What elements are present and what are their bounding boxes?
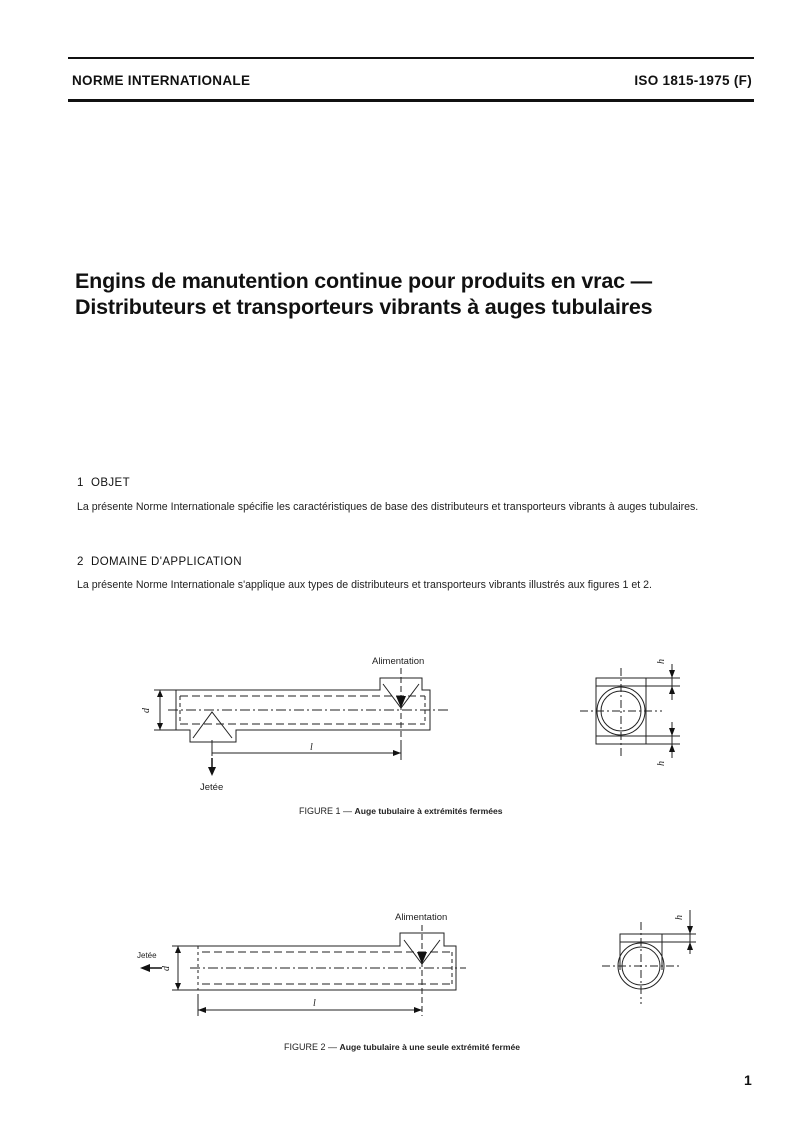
figure-1-caption-number: FIGURE 1 — bbox=[299, 806, 355, 816]
header-left: NORME INTERNATIONALE bbox=[72, 73, 251, 88]
figure-2-caption bbox=[284, 1042, 520, 1052]
section-2-heading: 2 DOMAINE D'APPLICATION bbox=[77, 556, 242, 568]
fig2-dim-d: d bbox=[161, 966, 172, 971]
figure-1-drawing bbox=[0, 640, 796, 810]
fig2-dim-l: l bbox=[313, 998, 316, 1009]
fig2-discharge-label: Jetée bbox=[137, 951, 157, 960]
fig2-trough-outline bbox=[198, 933, 456, 990]
figure-1-caption-text: Auge tubulaire à extrémités fermées bbox=[354, 806, 503, 816]
section-2-text: La présente Norme Internationale s'applique aux types de distributeurs et transporteurs vibrants illustrés aux figures 1 et 2. bbox=[77, 579, 652, 591]
title-line-2: Distributeurs et transporteurs vibrants à auges tubulaires bbox=[75, 295, 653, 319]
fig2-dim-h: h bbox=[674, 915, 685, 920]
fig1-dim-l: l bbox=[310, 742, 313, 753]
header-right: ISO 1815-1975 (F) bbox=[634, 73, 752, 88]
figure-2-drawing bbox=[0, 900, 796, 1030]
fig1-dim-d: d bbox=[141, 708, 152, 713]
section-1-heading: 1 OBJET bbox=[77, 477, 131, 489]
title-line-1: Engins de manutention continue pour produits en vrac — bbox=[75, 269, 652, 293]
document-title bbox=[75, 268, 755, 320]
fig1-dim-h-top: h bbox=[656, 659, 667, 664]
fig1-discharge-label: Jetée bbox=[200, 782, 224, 793]
fig2-feed-label: Alimentation bbox=[395, 912, 448, 923]
header-bottom-rule bbox=[68, 99, 754, 102]
figure-2-caption-text: Auge tubulaire à une seule extrémité fermée bbox=[339, 1042, 521, 1052]
fig1-feed-label: Alimentation bbox=[372, 656, 425, 667]
figure-1-caption bbox=[299, 806, 503, 816]
page-number: 1 bbox=[744, 1072, 752, 1088]
figure-2-caption-number: FIGURE 2 — bbox=[284, 1042, 340, 1052]
header-top-rule bbox=[68, 57, 754, 59]
fig1-dim-h-bottom: h bbox=[656, 761, 667, 766]
section-1-text: La présente Norme Internationale spécifie les caractéristiques de base des distributeurs et transporteurs vibrants à auges tubulaires. bbox=[77, 501, 699, 513]
